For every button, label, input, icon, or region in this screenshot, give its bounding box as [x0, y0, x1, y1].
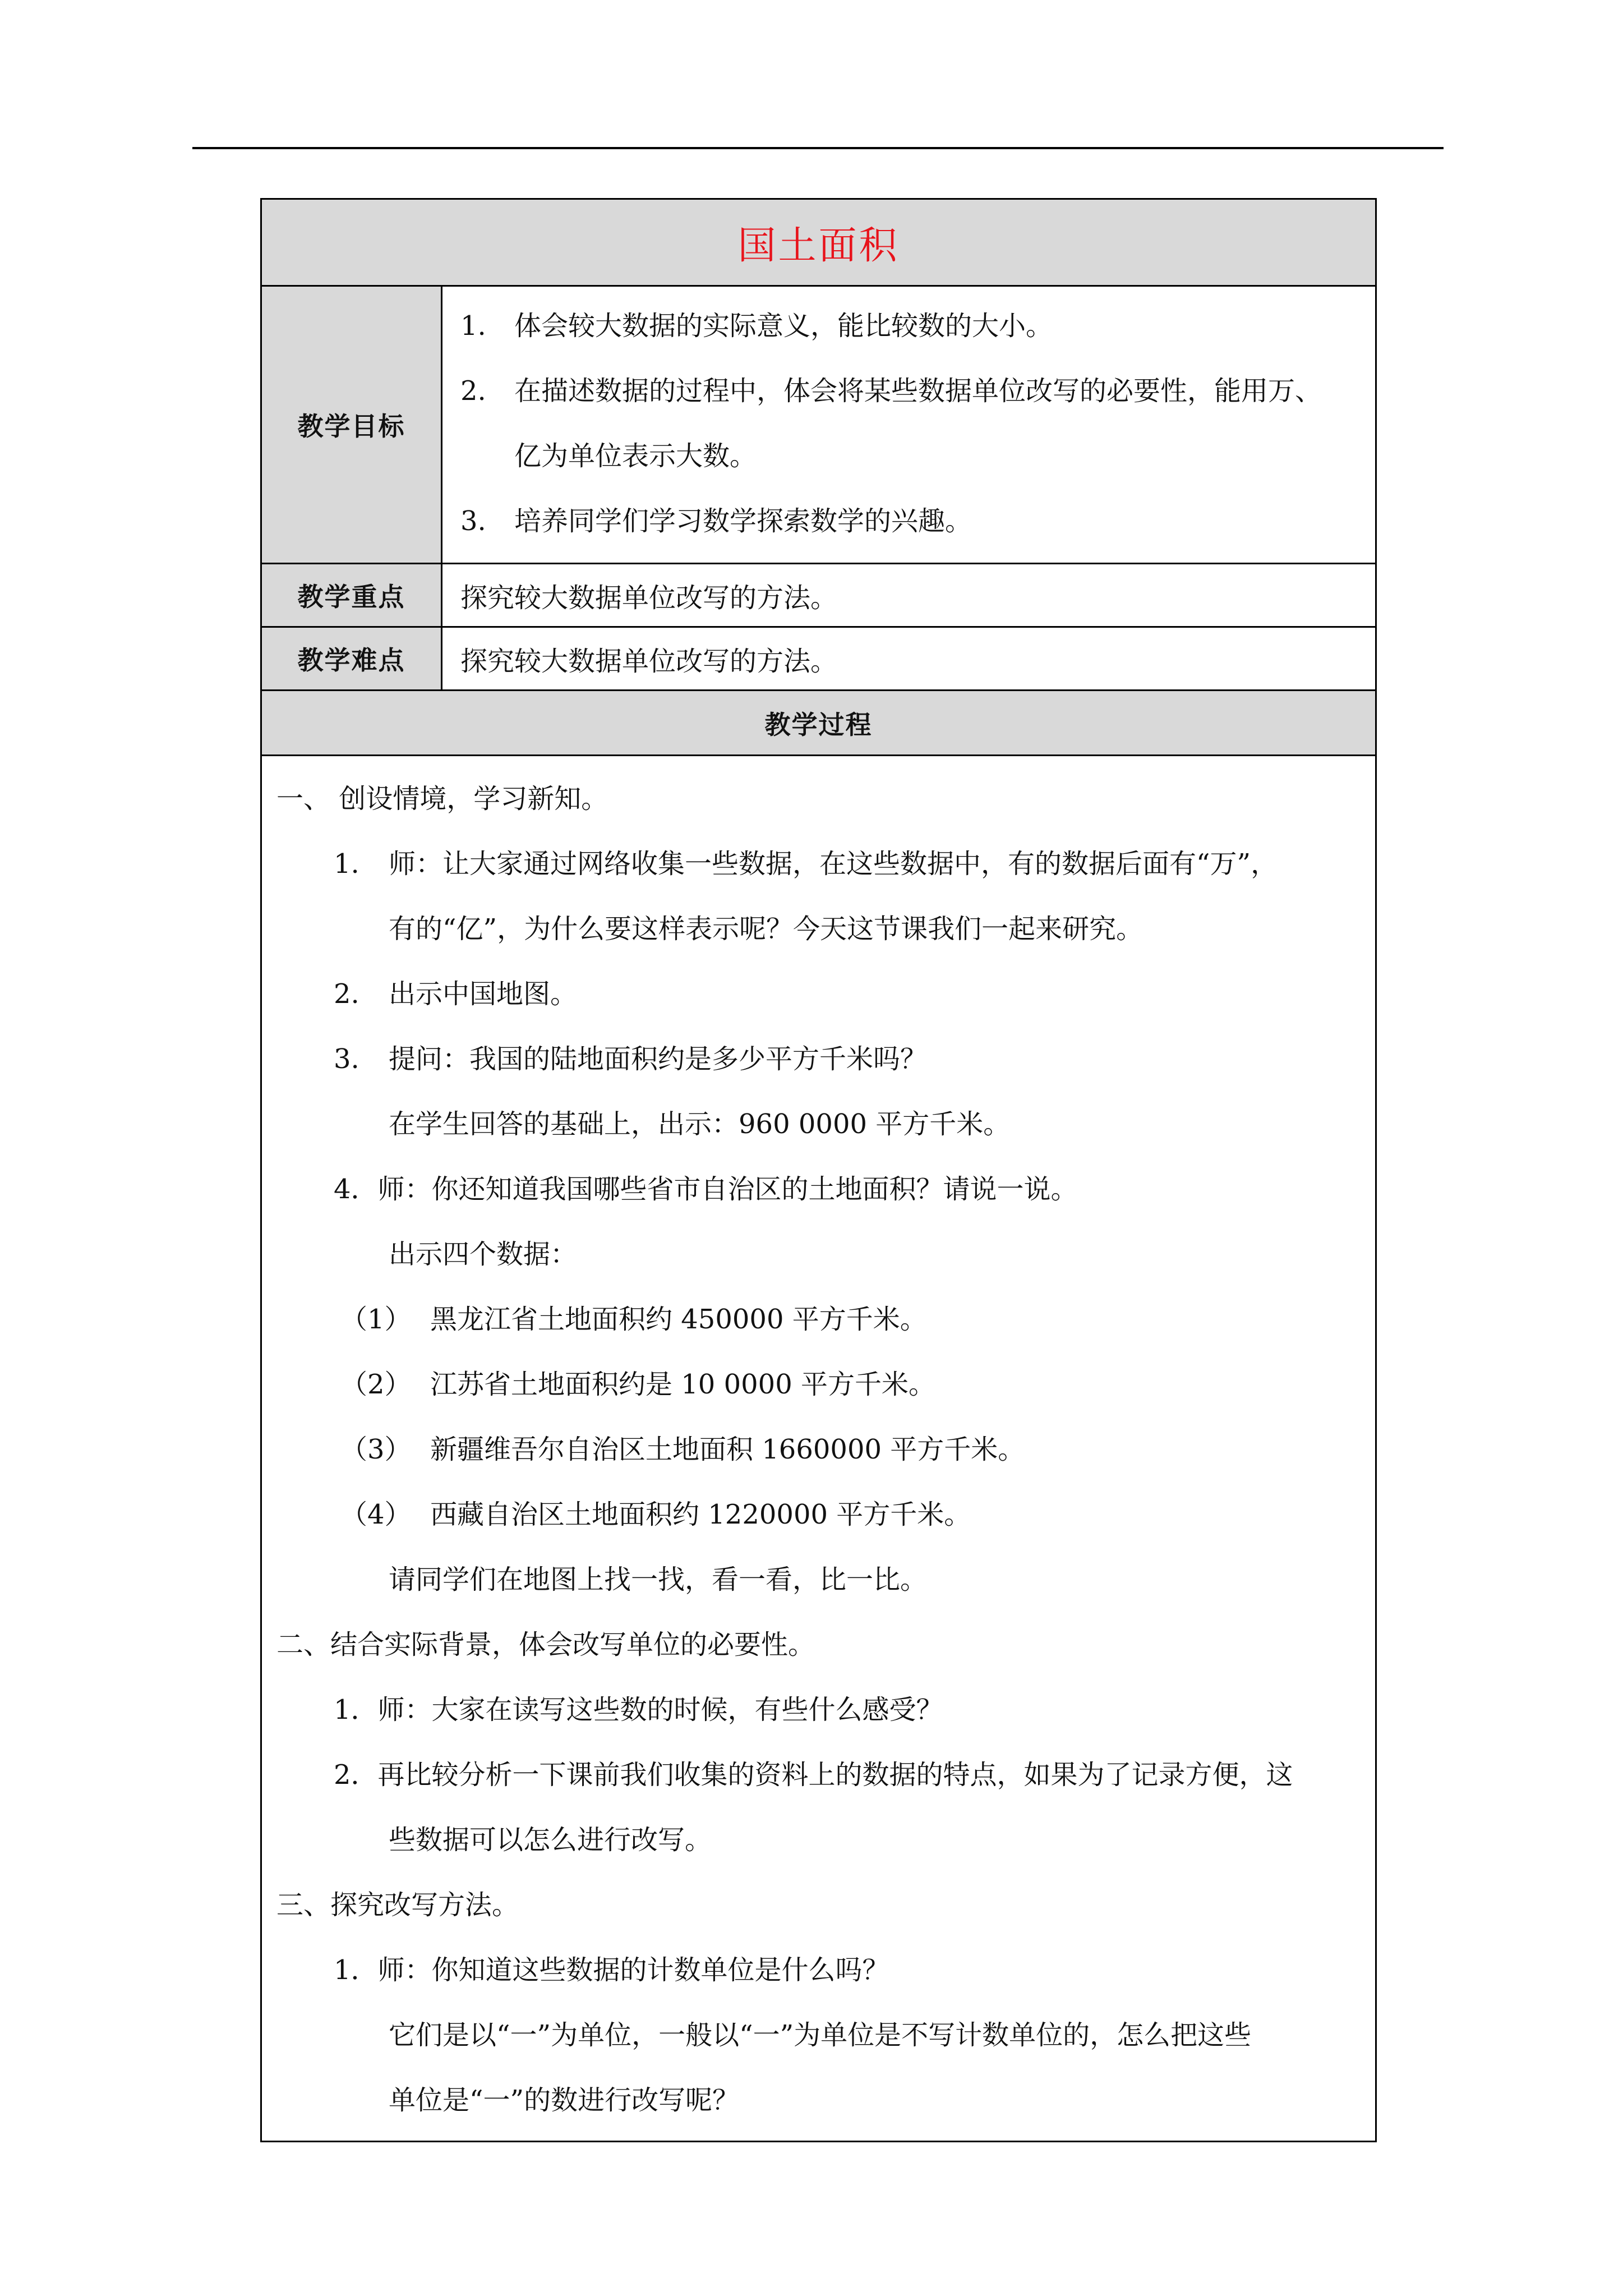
- lesson-title: 国土面积: [737, 223, 900, 268]
- section-1-item-3-continued: 在学生回答的基础上，出示：960 0000 平方千米。: [389, 1108, 1011, 1140]
- data-number: （2）: [340, 1369, 412, 1400]
- section-1-heading: 一、 创设情境，学习新知。: [276, 783, 608, 815]
- section-2-item-2: 2．再比较分析一下课前我们收集的资料上的数据的特点，如果为了记录方便，这: [334, 1759, 1293, 1791]
- process-content: [261, 756, 1376, 2142]
- data-number: （4）: [340, 1499, 412, 1530]
- section-3-heading: 三、探究改写方法。: [276, 1889, 519, 1921]
- key-point-label: 教学重点: [261, 564, 442, 627]
- header-rule: [192, 147, 1444, 149]
- section-3-item-1: 1．师：你知道这些数据的计数单位是什么吗？: [334, 1954, 889, 1986]
- item-number: 1.: [334, 848, 359, 880]
- section-1-closing: 请同学们在地图上找一找，看一看，比一比。: [389, 1564, 928, 1595]
- section-1-item-1: [262, 831, 1364, 896]
- lesson-plan-table: [260, 198, 1377, 2142]
- goal-item-2-continued: [442, 424, 1370, 489]
- data-text: 西藏自治区土地面积约 1220000 平方千米。: [430, 1499, 971, 1530]
- goal-text: 体会较大数据的实际意义，能比较数的大小。: [514, 310, 1053, 342]
- goal-number: 1.: [460, 310, 486, 342]
- process-header-row: [261, 691, 1376, 756]
- goals-list: [442, 287, 1375, 563]
- goal-item-3: [442, 489, 1370, 554]
- goal-item-2: [442, 358, 1370, 424]
- section-1-item-1-continued: 有的“亿”，为什么要这样表示呢？今天这节课我们一起来研究。: [389, 913, 1144, 945]
- goal-text-continued: 亿为单位表示大数。: [514, 440, 757, 472]
- item-number: 3.: [334, 1043, 359, 1075]
- section-2-item-1: 1．师：大家在读写这些数的时候，有些什么感受？: [334, 1694, 943, 1726]
- key-point-row: [261, 564, 1376, 627]
- title-row: [261, 199, 1376, 286]
- process-body-row: [261, 756, 1376, 2142]
- data-text: 黑龙江省土地面积约 450000 平方千米。: [430, 1304, 927, 1335]
- difficulty-label: 教学难点: [261, 627, 442, 691]
- section-2-item-2-continued: 些数据可以怎么进行改写。: [389, 1824, 712, 1856]
- goal-text: 培养同学们学习数学探索数学的兴趣。: [514, 505, 972, 537]
- data-item-2: [262, 1352, 1364, 1417]
- section-3-item-1-continued-2: 单位是“一”的数进行改写呢？: [389, 2085, 740, 2116]
- goals-content: [442, 286, 1376, 564]
- data-item-3: [262, 1417, 1364, 1482]
- goal-number: 2.: [460, 375, 486, 407]
- data-number: （3）: [340, 1434, 412, 1465]
- item-text: 出示中国地图。: [389, 978, 578, 1010]
- process-header: 教学过程: [261, 691, 1376, 756]
- data-text: 新疆维吾尔自治区土地面积 1660000 平方千米。: [430, 1434, 1025, 1465]
- data-item-4: [262, 1482, 1364, 1547]
- section-1-item-2: [262, 961, 1364, 1027]
- data-number: （1）: [340, 1304, 412, 1335]
- section-2-heading: 二、结合实际背景，体会改写单位的必要性。: [276, 1629, 815, 1660]
- title-cell: [261, 199, 1376, 286]
- item-number: 2.: [334, 978, 359, 1010]
- goals-label: 教学目标: [261, 286, 442, 564]
- goal-text: 在描述数据的过程中，体会将某些数据单位改写的必要性，能用万、: [514, 375, 1322, 407]
- goal-number: 3.: [460, 505, 486, 537]
- section-1-item-3: [262, 1027, 1364, 1092]
- difficulty-row: [261, 627, 1376, 691]
- goals-row: [261, 286, 1376, 564]
- difficulty-text: 探究较大数据单位改写的方法。: [442, 627, 1376, 691]
- item-text: 提问：我国的陆地面积约是多少平方千米吗？: [389, 1043, 928, 1075]
- section-3-item-1-continued: 它们是以“一”为单位，一般以“一”为单位是不写计数单位的，怎么把这些: [389, 2019, 1252, 2051]
- key-point-text: 探究较大数据单位改写的方法。: [442, 564, 1376, 627]
- data-item-1: [262, 1287, 1364, 1352]
- item-text: 师：让大家通过网络收集一些数据，在这些数据中，有的数据后面有“万”，: [389, 848, 1278, 880]
- section-1-item-4-continued: 出示四个数据：: [389, 1239, 578, 1270]
- goal-item-1: [442, 293, 1370, 358]
- data-text: 江苏省土地面积约是 10 0000 平方千米。: [430, 1369, 936, 1400]
- section-1-item-4: 4．师：你还知道我国哪些省市自治区的土地面积？请说一说。: [334, 1174, 1078, 1205]
